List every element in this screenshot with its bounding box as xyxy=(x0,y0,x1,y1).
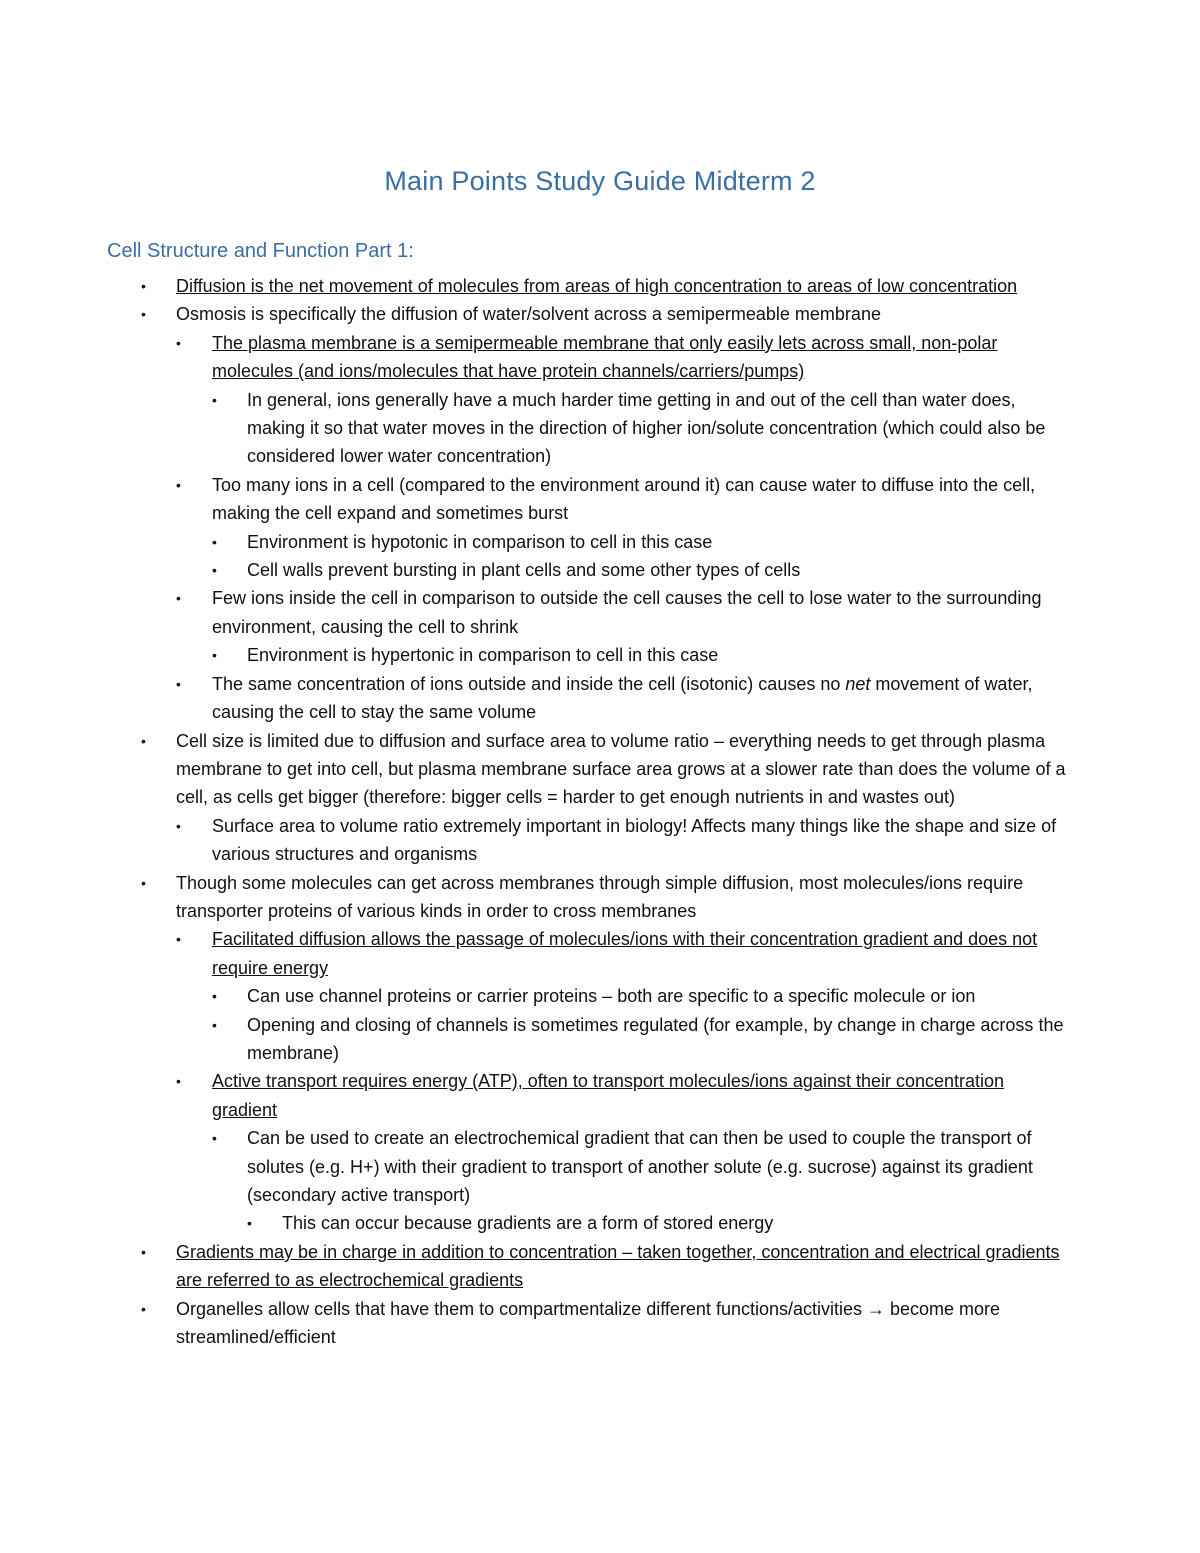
list-item-text: Cell size is limited due to diffusion and surface area to volume ratio – everything needs to get through plasma membrane to get into cell, but plasma membrane surface area grows at a slower rate than does the volume of a cell, as cells get bigger (therefore: bigger cells = harder to get enough nutrients in and wastes out) xyxy=(176,730,1066,808)
bullet-icon: • xyxy=(176,1073,181,1090)
list-item xyxy=(0,641,1072,669)
list-item-text: Too many ions in a cell (compared to the environment around it) can cause water to diffuse into the cell, making the cell expand and sometimes burst xyxy=(212,474,1036,524)
list-item-text-after: movement of water, causing the cell to stay the same volume xyxy=(212,673,1033,723)
list-item xyxy=(0,812,1072,869)
list-item xyxy=(0,528,1072,556)
bullet-icon: • xyxy=(212,533,217,550)
bullet-icon: • xyxy=(141,278,146,294)
list-item xyxy=(0,272,1076,300)
bullet-icon: • xyxy=(141,1243,146,1260)
list-item xyxy=(0,300,1076,328)
bullet-icon: • xyxy=(176,590,181,607)
list-item-text: Can be used to create an electrochemical gradient that can then be used to couple the transport of solutes (e.g. H+) with their gradient to transport of another solute (e.g. sucrose) against its gradient (secondary active transport) xyxy=(247,1128,1033,1205)
list-item-text-before: The same concentration of ions outside and inside the cell (isotonic) causes no xyxy=(212,673,846,694)
list-item-text: Gradients may be in charge in addition to concentration – taken together, concentration and electrical gradients are referred to as electrochemical gradients xyxy=(176,1241,1060,1291)
bullet-icon: • xyxy=(176,817,181,834)
bullet-icon: • xyxy=(212,988,217,1005)
list-item-text: Though some molecules can get across membranes through simple diffusion, most molecules/ions require transporter proteins of various kinds in order to cross membranes xyxy=(176,872,1024,921)
bullet-icon: • xyxy=(247,1215,252,1232)
bullet-icon: • xyxy=(212,1016,217,1033)
bullet-icon: • xyxy=(141,306,146,323)
bullet-icon: • xyxy=(141,874,146,891)
bullet-icon: • xyxy=(176,675,181,692)
bullet-icon: • xyxy=(141,732,146,749)
list-item xyxy=(0,982,1072,1010)
list-item-text: Cell walls prevent bursting in plant cells and some other types of cells xyxy=(247,560,801,581)
bullet-icon: • xyxy=(212,647,217,664)
list-item-text: Organelles allow cells that have them to compartmentalize different functions/activities → become more streamlined/efficient xyxy=(176,1298,1001,1348)
section-heading: Cell Structure and Function Part 1: xyxy=(107,240,414,262)
list-item xyxy=(0,329,1072,386)
list-item xyxy=(0,869,1076,926)
list-item-text: Diffusion is the net movement of molecules from areas of high concentration to areas of low concentration xyxy=(176,276,1018,296)
list-item-text: Environment is hypertonic in comparison to cell in this case xyxy=(247,645,719,666)
bullet-icon: • xyxy=(141,1300,146,1317)
list-item-text xyxy=(212,674,1032,722)
list-item xyxy=(0,386,1072,471)
list-item xyxy=(0,1124,1072,1209)
list-item-text: Surface area to volume ratio extremely important in biology! Affects many things like the shape and size of various structures and organisms xyxy=(212,815,1057,865)
list-item xyxy=(0,925,1072,982)
list-item-text: Active transport requires energy (ATP), often to transport molecules/ions against their concentration gradient xyxy=(212,1071,1005,1120)
bullet-icon: • xyxy=(176,476,181,493)
list-item-text: The plasma membrane is a semipermeable membrane that only easily lets across small, non-polar molecules (and ions/molecules that have protein channels/carriers/pumps) xyxy=(212,332,998,382)
list-item xyxy=(0,1209,1072,1237)
bullet-icon: • xyxy=(212,1130,217,1147)
list-item xyxy=(0,556,1072,584)
list-item xyxy=(0,1238,1076,1295)
bullet-icon: • xyxy=(176,334,181,351)
list-item-text: Facilitated diffusion allows the passage of molecules/ions with their concentration gradient and does not require energy xyxy=(212,929,1038,978)
bullet-list xyxy=(0,272,1200,1351)
list-item xyxy=(0,727,1076,812)
document-title: Main Points Study Guide Midterm 2 xyxy=(384,166,816,196)
list-item xyxy=(0,1011,1072,1068)
list-item xyxy=(0,584,1072,641)
list-item-text-emphasis: net xyxy=(845,673,871,694)
list-item xyxy=(0,1295,1076,1352)
bullet-icon: • xyxy=(212,391,217,408)
list-item-text: Environment is hypotonic in comparison to cell in this case xyxy=(247,531,713,552)
list-item-text: Opening and closing of channels is sometimes regulated (for example, by change in charge across the membrane) xyxy=(247,1014,1064,1063)
bullet-icon: • xyxy=(176,931,181,948)
list-item-text: This can occur because gradients are a form of stored energy xyxy=(282,1213,774,1234)
list-item-text: In general, ions generally have a much harder time getting in and out of the cell than water does, making it so that water moves in the direction of higher ion/solute concentration (which could also be considered lower water concentration) xyxy=(247,389,1046,467)
list-item xyxy=(0,670,1072,727)
list-item-text: Can use channel proteins or carrier proteins – both are specific to a specific molecule or ion xyxy=(247,986,976,1007)
list-item xyxy=(0,1067,1072,1124)
list-item-text: Osmosis is specifically the diffusion of water/solvent across a semipermeable membrane xyxy=(176,304,881,325)
list-item-text: Few ions inside the cell in comparison to outside the cell causes the cell to lose water to the surrounding environment, causing the cell to shrink xyxy=(212,588,1042,637)
bullet-icon: • xyxy=(212,562,217,579)
list-item xyxy=(0,471,1072,528)
